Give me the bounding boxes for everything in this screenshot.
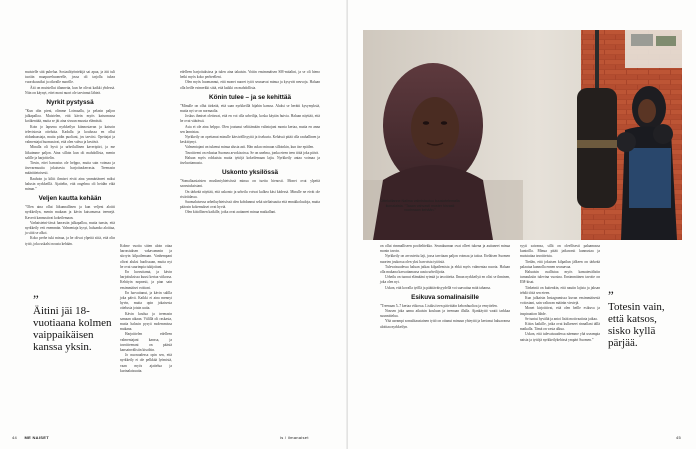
section-paragraphs-1 [25,109,115,192]
paragraph: ”Olen aina ollut liikunnallinen ja kun veljeni aloitti nyrkkeilyn, menin mukaan ja kävin katsomassa treenejä. Kaverit kannustivat kokeilemaan. [25,205,115,220]
paragraph: ”Somaliaasiaisten muslimiyhteisössä minua on tuettu hienosti. Monet ovat ylpeitä saavutuksistani. [180,179,320,189]
paragraph: Äiti on muistellut tilannetta, kun he olivat kaikki yhdessä. Niin on käynyt, ettei moni nuori ole tarvinnut lähteä. [25,85,115,95]
paragraph: Kolme vuotta sitten aloin ottaa harrastuksen vakavammin ja siirryin kilpailemaan. Vanhempani olivat aluksi huolissaan, mutta nyt he ovat suurimpia tukijoitani. [120,244,172,269]
paragraph: muistelle sitä puhelua. Sosiaalityöntekijä sai apua, ja äiti tuli tuotiin maapuvehuoneelle, jossa oli tarjolla tukea vuorokausiksi ja oikealle nuorille. [25,70,115,85]
paragraph: Yhä useampi somalitaustainen tyttö on ottanut minuun yhteyttä ja kertonut haluavansa aloittaa nyrkkeilyn. [380,319,510,329]
paragraph: Jo nuoruudessa opin sen, että nyrkkeily ei ole pelkkää lyömistä, vaan myös ajattelua ja kurinalaisuutta. [120,353,172,373]
paragraph: Nousen joka aamu aikaisin kouluun ja treenaan illalla. Ajankäyttö vaatii tarkkaa suunnittelua. [380,309,510,319]
paragraph: Uskon, että kovalla työllä ja päättäväisyydellä voi saavuttaa mitä tahansa. [385,285,491,290]
paragraph: Koin jo lapsena nyrkkeilyn kiinnostavan ja katsoin televisiosta otteluita. Kadulla ja koulussa en ollut riidanhaastaja, mutta pidin puoliani, jos tarvitsi. Opettajat ja valmentajat huomasivat, että olen vahva ja kestävä. [25,124,115,145]
paragraph: Tulevaisuudessa haluan jatkaa kilpailemista ja ehkä myös valmentaa nuoria. Haluan olla mukana kasvattamassa uusia urheilijoita. [380,264,510,275]
paragraph: syyti saivansa, sillä on oleellisesti palaamassa kuntoilla. Minua pitää jatkuvasti kannustaa ja muistuttaa tavoitteista. [520,244,600,259]
left-column-1b [120,244,172,374]
paragraph: Haluan myös rohkaista muita tyttöjä kokeilemaan lajia. Nyrkkeily antaa voimaa ja itseluottamusta. [180,155,320,166]
page-number-right: 45 [676,435,682,440]
pull-quote-text: Äitini jäi 18-vuotiaana kolmen vaippaikäisen kanssa yksin. [33,305,112,353]
photo-caption: Ottelutilanne Naiima valmistautuu kuusiotelemalla ikonaiaista. "Taaan vahvasti moster hirvasti vuoinnaan kehään." [380,199,460,213]
paragraph: Tiesin, ettei harrastus ole helppo, mutta sain voimaa ja itsevarmuutta jokaisesta harjoituskerrasta. Treenasin määrätietoisesti. [25,161,115,176]
paragraph: Joskus ihmiset olettavat, että en voi olla urheilija, koska käytän huivia. Haluan näyttää, että he ovat väärässä. [180,114,320,124]
intro-paragraphs [25,70,115,96]
pull-quote-right-text: Totesin vain, että katsos, sisko kyllä pärjää. [608,301,665,349]
paragraph: Olen kiitollinen kaikille, jotka ovat auttaneet minua matkallani. [185,210,277,215]
section-paragraphs-3 [120,244,172,374]
subheading-nyrkit-pystyssa: Nyrkit pystyssä [46,99,94,107]
right-col2-paragraphs [520,244,600,343]
paragraph: Tavoitteeni on edustaa Suomea arvokisoissa. Se on unelma, jonka eteen teen töitä joka päivä. [185,150,319,155]
paragraph: Se tuntui hyvältä ja antoi lisää motivaatiota jatkaa. [525,316,598,321]
paragraph: on ollut rimmalliseen pooltelttekko. Seurakunnan ovat olleet tukena ja auttaneet minua monin tavoin. [380,244,510,254]
paragraph: Monet kirjoittivat, että olen heille esikuva ja inspiraation lähde. [520,306,600,316]
right-column-2 [520,244,600,343]
right-col1-paragraphs [380,244,510,291]
subheading-konin-tulee: Könin tulee – ja se kehittää [208,93,292,101]
paragraph: Urheilu on tuonut elämääni rytmiä ja tavoitteita. Ilman nyrkkeilyä en olisi se ihminen, joka olen nyt. [380,275,510,285]
paragraph: ”Treenaan 5–7 kertaa viikossa. Lisäksi teen päivittäin kehonhuoltoa ja venyttelen. [380,303,498,308]
paragraph: En luovuttanut, ja kävin salilla joka päivä. Kaikki ei aina mennyt hyvin, mutta opin jokaisesta ottelusta jotain uutta. [120,290,172,311]
magazine-name: ME NAISET [24,435,49,440]
paragraph: Kun julkaisin Instagramissa kuvan ensimmäisestä voitostani, sain valtavan määrän viestejä. [520,296,600,306]
paragraph: Tärkeintä on kuitenkin, että nautin lajista ja jaksan tehdä töitä sen eteen. [520,285,600,295]
folio-number: 44 [12,435,18,440]
paragraph: Tiedän, että jokaisen kilpailun jälkeen on tärkeää palautua kunnolla ennen seuraavaa. [520,259,600,269]
pull-quote-right [608,290,680,349]
col2-paragraphs-3 [180,179,320,215]
paragraph: Suomalaisessa urheiluyhteisössä olen kohdannut sekä uteliaisuutta että ennakkoluuloja, mutta pääosin kokemukset ovat hyviä. [180,200,320,210]
paragraph: ”Kun olin pieni, olimme Loimaalla, ja pelasin paljon jalkapalloa. Muistelen, että kävin myös katsomassa kotikenttää, mutta se jäi aina sivuun muusta elämästä. [25,109,115,124]
section-paragraphs-2 [25,205,115,247]
paragraph: Minulla oli hyvä ja urheilullinen kaveripiiri, ja me liikuimme paljon. Aina silloin kun oli mahdollista, menin salille ja harjoittelin. [25,145,115,160]
col2-paragraphs-2 [180,104,320,166]
paragraph: ”Minulle on ollut tärkeää, että saan nyrkkeillä hijabin kanssa. Aluksi se herätti kysymyksiä, mutta nyt se on normaalia. [180,103,320,114]
subheading-uskonto: Uskonto yksilössä [221,169,279,177]
paragraph: Valmentajani on tukenut minua alusta asti. Hän uskoo minuun silloinkin, kun itse epäilen. [185,145,315,150]
paragraph: Uskon, että tulevaisuudessa näemme yhä useampia naisia ja tyttöjä nyrkkeilykehissä ympäri Suomen.” [520,332,600,342]
paragraph: Kiitos kaikille, jotka ovat kulkeneet rinnallani tällä matkalla. Tämä on vasta alkua. [520,322,600,332]
paragraph: edelleen harjoituksissa ja tulen aina takaisin. Voitin ensimmäisen SM-mitalini, ja se oli hieno hetki myös koko perheelleni. [180,70,320,80]
page-number-left [12,435,49,440]
paragraph: Koko perhe tuki minua, ja he olivat ylpeitä siitä, että olin tyttö, joka uskalsi nousta kehään. [25,236,115,246]
right-col1-paragraphs-b [380,304,510,330]
paragraph: Haluaisin osallistua myös kansainvälisiin turnauksiin tulevina vuosina. Ensimmäinen tavoite on EM-kisat. [520,270,600,285]
paragraph: Olen myös huomannut, että monet nuoret tytöt seuraavat minua ja kysyvät neuvoja. Haluan olla heille esimerkki siitä, että kaikki on mahdollista. [180,80,320,90]
paragraph: On tärkeää näyttää, että uskonto ja urheilu voivat kulkea käsi kädessä. Minulle ne eivät ole ristiriidassa. [180,189,320,199]
subheading-veljen-kautta: Veljen kautta kehään [38,195,102,203]
subheading-esikuva: Esikuva somalinaisille [411,293,479,301]
paragraph: Nyrkkeily on opettanut minulle kärsivällisyyttä ja itsekuria. Kehässä pitää olla rauhallinen ja keskittynyt. [180,135,320,145]
right-column-1 [380,244,510,330]
quote-mark: ” [33,292,39,307]
paragraph: Varhaisteini-iässä harrastin jalkapalloa, mutta tunsin, että nyrkkeily veti enemmän. Valmentaja kysyi, haluanko aloittaa, ja siitä se alkoi. [25,220,115,236]
paragraph: En luovuttanut, ja kävin harjoituksissa kuusi kertaa viikossa. Kehityin nopeasti, ja pian sain ensimmäiset voittoni. [120,270,172,290]
paragraph: Kävin koulua ja treenasin samaan aikaan. Välillä oli raskasta, mutta halusin pysyä molemmissa mukana. [120,311,172,332]
left-column-2 [180,70,320,216]
col2-paragraphs-1 [180,70,320,91]
paragraph: Harjoittelen edelleen valmentajani kanssa, ja tavoitteenani on päästä kansainvälisiin kisoihin. [120,332,172,353]
paragraph: Rauhoin ja kiltit ihmiset eivät aina ymmärtäneet miksi halusin nyrkkeillä. Ajattelin, että ongelma oli heidän eikä minun.” [25,176,115,192]
pull-quote-left [33,294,115,353]
left-column-1 [25,70,115,247]
quote-mark-right: ” [608,288,614,303]
paragraph: Nyrkkeily on arvostettu laji, jossa tarvitaan paljon voimaa ja taitoa. Eteläisen Suomen nuorten joukossa olen yksi harvoista tytöistä. [380,254,510,264]
paragraph: Asia ei ole aina helppo. Olen joutunut selittämään valintojani monta kertaa, mutta en anna sen lannistaa. [180,124,320,134]
folio-right-label: is / ilmanaiset [280,435,309,440]
